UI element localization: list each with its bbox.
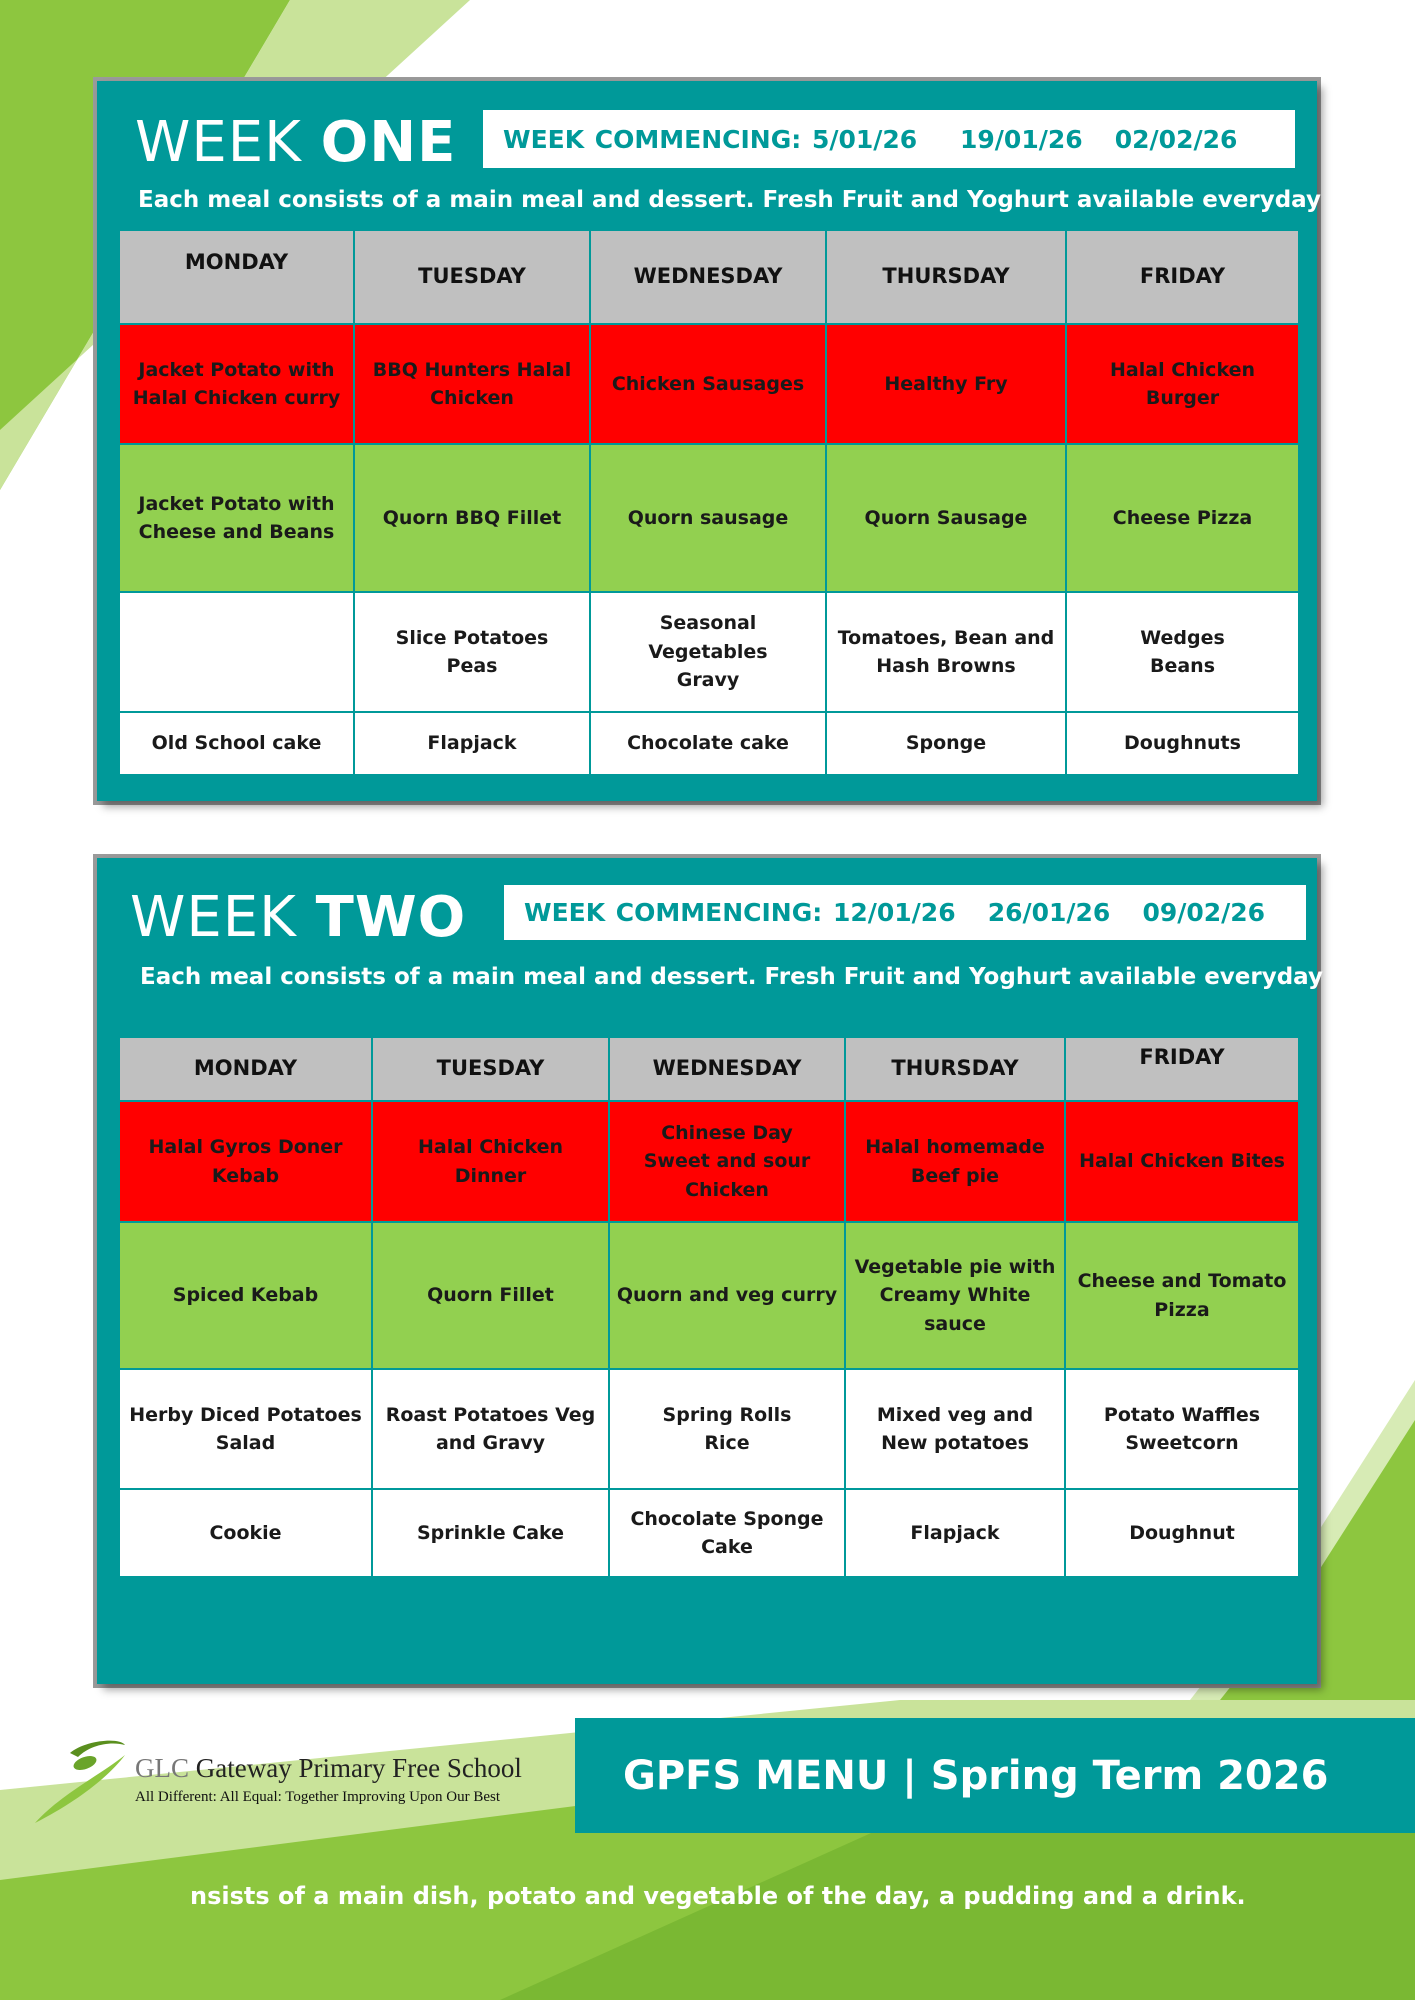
cell-line: Halal Chicken Bites (1079, 1150, 1285, 1173)
cell-line: Halal Chicken Dinner (418, 1136, 563, 1187)
dessert-row (119, 712, 1299, 775)
day-header: WEDNESDAY (590, 230, 826, 324)
vegetarian-main-cell (826, 444, 1066, 592)
cell-line: Quorn sausage (627, 506, 789, 529)
cell-line: Potato Waffles (1103, 1403, 1261, 1426)
dessert-cell (119, 1489, 372, 1577)
cell-line: Roast Potatoes Veg (385, 1403, 596, 1426)
vegetarian-main-cell (119, 444, 354, 592)
cell-line: Chinese Day (661, 1121, 793, 1144)
cell-line: Halal homemade (865, 1136, 1045, 1158)
halal-main-cell (590, 324, 826, 444)
school-swoosh-logo (30, 1735, 130, 1825)
day-header: THURSDAY (845, 1037, 1065, 1101)
halal-main-row (119, 324, 1299, 444)
day-header: MONDAY (119, 1037, 372, 1101)
cell-line: Spring Rolls (662, 1403, 792, 1426)
vegetarian-main-row (119, 1222, 1299, 1369)
cell-line: Jacket Potato with (138, 492, 335, 515)
side-cell (1066, 592, 1299, 712)
side-cell (119, 592, 354, 712)
cell-line: Chicken (685, 1178, 769, 1201)
dessert-cell (845, 1489, 1065, 1577)
cell-line: Sponge (905, 732, 987, 755)
cell-line: Halal Chicken curry (132, 387, 341, 409)
week-one-commencing: WEEK COMMENCING: 5/01/26 19/01/26 02/02/26 (483, 110, 1295, 168)
side-cell (1065, 1369, 1299, 1489)
cell-line: Cheese and Beans (138, 521, 335, 543)
cell-line: Cake (701, 1536, 753, 1558)
cell-line: Cookie (209, 1521, 282, 1544)
cell-line: Tomatoes, Bean and (837, 626, 1055, 649)
halal-main-cell (826, 324, 1066, 444)
week-two-title: WEEK TWO (130, 885, 467, 950)
cell-line: Chicken Sausages (611, 372, 805, 395)
cell-line: Chocolate Sponge (630, 1507, 824, 1530)
cell-line: Peas (446, 655, 498, 677)
cell-line: Beans (1149, 655, 1216, 677)
cell-line: Herby Diced Potatoes (129, 1403, 362, 1426)
cell-line: Kebab (211, 1164, 280, 1187)
school-name: GLC Gateway Primary Free School (135, 1753, 522, 1783)
cell-line: New potatoes (881, 1432, 1029, 1454)
cell-line: Cheese and Tomato (1077, 1270, 1287, 1292)
dessert-cell (1066, 712, 1299, 775)
side-cell (845, 1369, 1065, 1489)
side-cell (372, 1369, 609, 1489)
day-row (119, 1037, 1299, 1101)
day-header: THURSDAY (826, 230, 1066, 324)
halal-main-cell (119, 324, 354, 444)
dessert-cell (354, 712, 590, 775)
cell-line: Cheese Pizza (1112, 506, 1253, 529)
week-two-commencing: WEEK COMMENCING: 12/01/26 26/01/26 09/02/26 (504, 885, 1306, 940)
school-tagline: All Different: All Equal: Together Improving Upon Our Best (135, 1789, 501, 1805)
vegetarian-main-cell (590, 444, 826, 592)
cell-line: Sprinkle Cake (416, 1521, 565, 1544)
side-cell (590, 592, 826, 712)
vegetarian-main-cell (354, 444, 590, 592)
cell-line: Gravy (676, 669, 740, 692)
week-one-title: WEEK ONE (135, 110, 457, 175)
cell-line: Vegetable pie with (854, 1255, 1056, 1278)
cell-line: Flapjack (427, 732, 517, 755)
halal-main-cell (119, 1101, 372, 1222)
day-header: TUESDAY (354, 230, 590, 324)
cell-line: Flapjack (910, 1521, 1000, 1544)
dessert-row (119, 1489, 1299, 1577)
cell-line: Healthy Fry (884, 372, 1008, 395)
side-cell (826, 592, 1066, 712)
cell-line: Seasonal Vegetables (648, 612, 768, 663)
cell-line: Sweet and sour (643, 1150, 811, 1173)
cell-line: Halal Chicken Burger (1110, 358, 1255, 409)
day-header: WEDNESDAY (609, 1037, 845, 1101)
halal-main-cell (372, 1101, 609, 1222)
day-row (119, 230, 1299, 324)
cell-line: Quorn Fillet (427, 1284, 554, 1307)
cell-line: Creamy White (879, 1284, 1031, 1307)
day-header: TUESDAY (372, 1037, 609, 1101)
cell-line: and Gravy (435, 1432, 546, 1454)
cell-line: Jacket Potato with (138, 358, 335, 381)
side-cell (354, 592, 590, 712)
cell-line: Spiced Kebab (172, 1284, 319, 1307)
dessert-cell (590, 712, 826, 775)
cell-line: Doughnut (1129, 1521, 1235, 1544)
day-header: MONDAY (119, 230, 354, 324)
halal-main-cell (1066, 324, 1299, 444)
dessert-cell (372, 1489, 609, 1577)
cell-line: Wedges (1140, 626, 1225, 649)
cell-line: Old School cake (151, 732, 322, 755)
vegetarian-main-cell (1065, 1222, 1299, 1369)
week-one-note: Each meal consists of a main meal and dessert. Fresh Fruit and Yoghurt available everyday (138, 187, 1321, 213)
cell-line: Quorn BBQ Fillet (382, 506, 562, 529)
week-one-menu-table (118, 229, 1300, 776)
cell-line: Hash Browns (876, 655, 1016, 677)
halal-main-cell (609, 1101, 845, 1222)
dessert-cell (609, 1489, 845, 1577)
cell-line: Mixed veg and (876, 1403, 1034, 1426)
cell-line: Rice (704, 1432, 750, 1454)
cell-line: Chocolate cake (627, 732, 789, 755)
vegetarian-main-row (119, 444, 1299, 592)
vegetarian-main-cell (845, 1222, 1065, 1369)
cell-line: Quorn Sausage (864, 506, 1028, 529)
cell-line: Quorn and veg curry (616, 1284, 838, 1307)
cell-line: Halal Gyros Doner (148, 1136, 343, 1158)
cell-line: Salad (215, 1432, 276, 1454)
menu-banner: GPFS MENU | Spring Term 2026 (575, 1718, 1415, 1833)
day-header: FRIDAY (1065, 1037, 1299, 1101)
cell-line: Doughnuts (1124, 732, 1241, 755)
dessert-cell (1065, 1489, 1299, 1577)
halal-main-cell (354, 324, 590, 444)
school-logo (30, 1735, 550, 1825)
cell-line: Beef pie (910, 1164, 1000, 1187)
week-two-menu-table (118, 1036, 1300, 1578)
halal-main-row (119, 1101, 1299, 1222)
cell-line: Pizza (1154, 1298, 1210, 1321)
cell-line: BBQ Hunters Halal (372, 358, 572, 381)
week-two-note: Each meal consists of a main meal and dessert. Fresh Fruit and Yoghurt available everyday (140, 964, 1323, 990)
cell-line: Chicken (430, 387, 514, 409)
day-header: FRIDAY (1066, 230, 1299, 324)
cell-line: Slice Potatoes (395, 626, 549, 649)
vegetarian-main-cell (119, 1222, 372, 1369)
halal-main-cell (845, 1101, 1065, 1222)
vegetarian-main-cell (609, 1222, 845, 1369)
cell-line: sauce (924, 1312, 986, 1335)
halal-main-cell (1065, 1101, 1299, 1222)
side-row (119, 592, 1299, 712)
dessert-cell (826, 712, 1066, 775)
footer-note: nsists of a main dish, potato and vegetable of the day, a pudding and a drink. (190, 1882, 1246, 1910)
dessert-cell (119, 712, 354, 775)
vegetarian-main-cell (1066, 444, 1299, 592)
cell-line: Sweetcorn (1125, 1432, 1239, 1454)
side-cell (609, 1369, 845, 1489)
vegetarian-main-cell (372, 1222, 609, 1369)
side-row (119, 1369, 1299, 1489)
side-cell (119, 1369, 372, 1489)
